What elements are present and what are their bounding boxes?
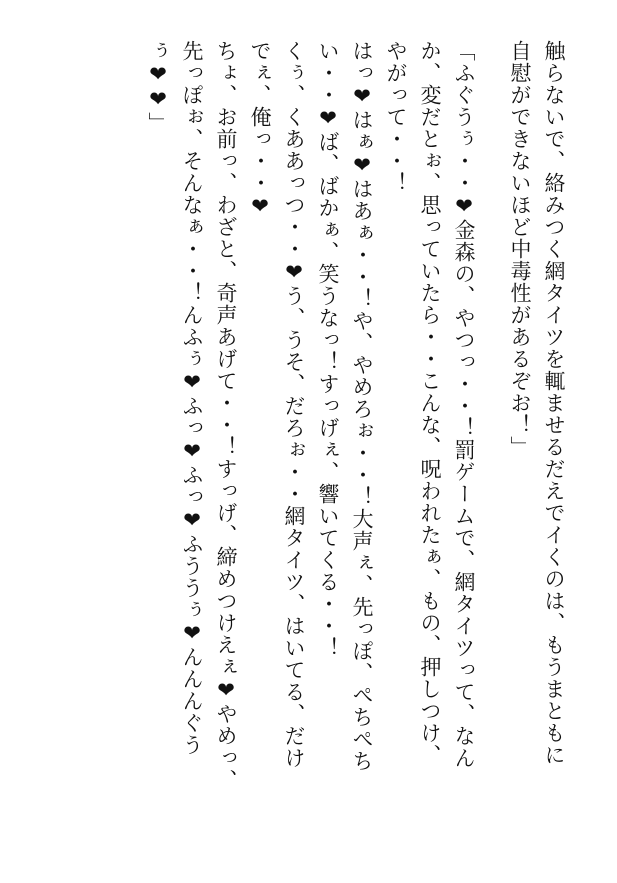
text-line-2: 自慰ができないほど中毒性があるぞお！」 [508,40,532,458]
text-line-12: 先っぽぉ、そんなぁ・・！んふぅ❤ふっ❤ふっ❤ふううぅ❤んんんぐう [180,40,204,756]
text-line-1: 触らないで、絡みつく網タイツを輒ませるだえでイくのは、もうまともに [542,40,566,766]
text-line-11: ちょ、お前っ、わざと、奇声あげて・・！すっげ、締めつけえぇ❤やめっ、 [214,40,238,791]
text-line-13: ぅ❤❤」 [146,40,170,134]
text-line-8: い・・❤ば、ばかぁ、笑うなっ！すっげぇ、響いてくる・・！ [316,40,340,659]
text-line-6: やがって・・！ [384,40,408,194]
text-line-4: 「ふぐうぅ・・❤金森の、やつっ・・！罰ゲームで、網タイツって、なん [452,40,476,769]
text-line-5: か、変だとぉ、思っていたら・・こんな、呪われたぁ、もの、押しつけ、 [418,40,442,766]
text-line-7: はっ❤はぁ❤はあぁ・・！や、やめろぉ・・！大声ぇ、先っぽ、ぺちぺち [350,40,374,772]
blank-line [481,40,503,860]
vertical-text-block [141,40,571,860]
text-line-9: くぅ、くああっつ・・❤う、うそ、だろぉ・・網タイツ、はいてる、だけ [282,40,306,769]
text-line-10: でぇ、俺っ・・❤ [248,40,272,219]
